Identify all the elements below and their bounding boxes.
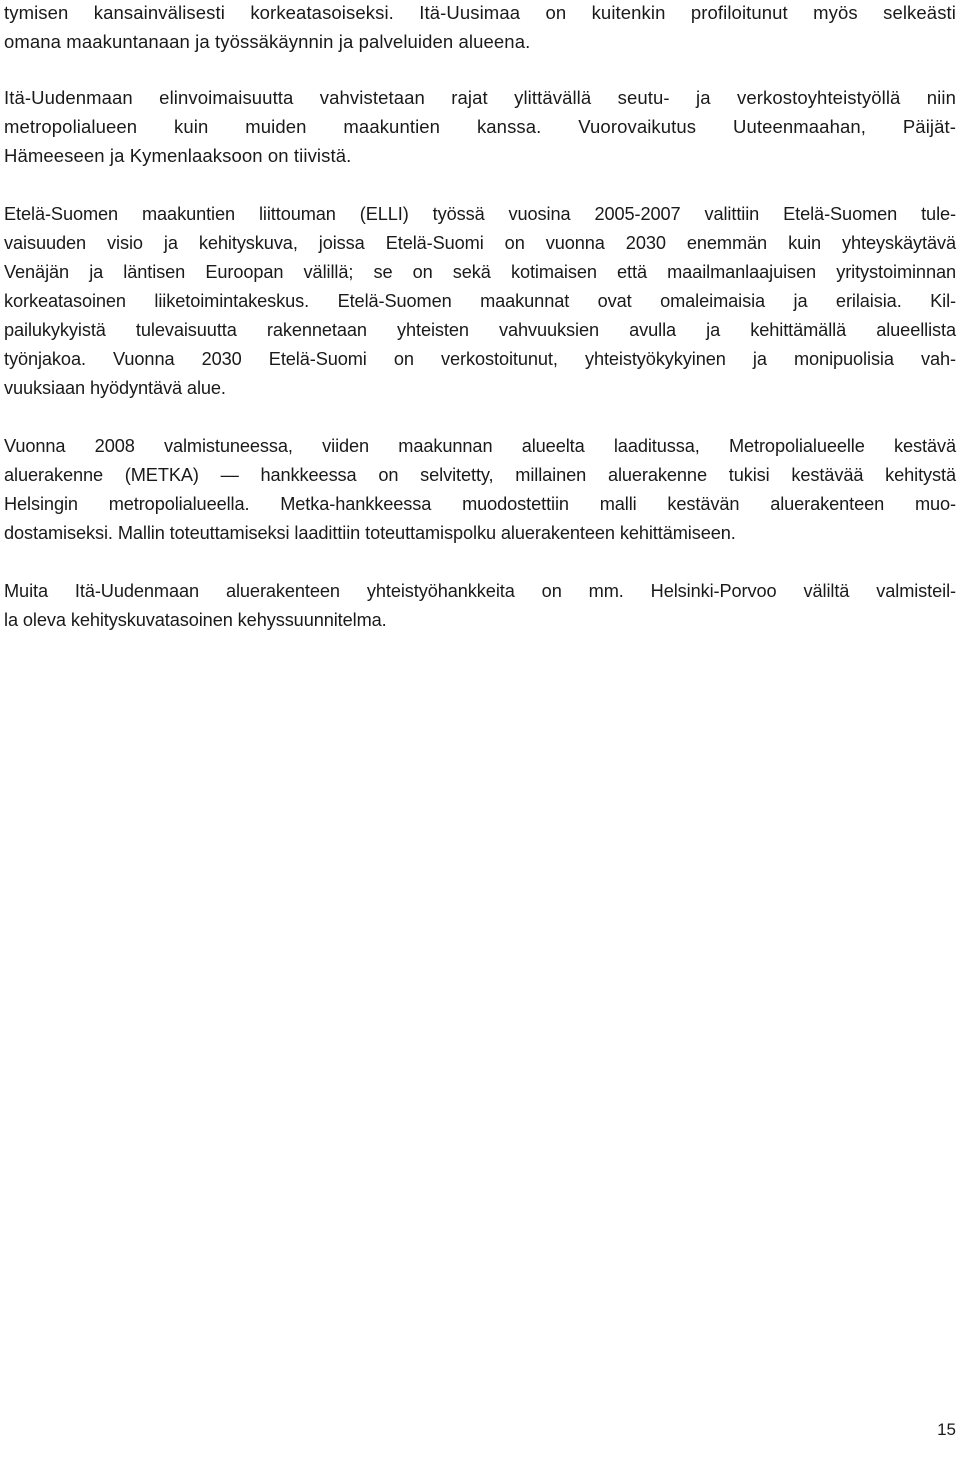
text-line: metropolialueen kuin muiden maakuntien kanssa. Vuorovaikutus Uuteenmaahan, Päijät-: [4, 116, 956, 137]
text-line: Itä-Uudenmaan elinvoimaisuutta vahvistetaan rajat ylittävällä seutu- ja verkostoyhteistyöllä niin: [4, 87, 956, 108]
text-line: työnjakoa. Vuonna 2030 Etelä-Suomi on verkostoitunut, yhteistyökykyinen ja monipuolisia vah-: [4, 349, 956, 369]
text-line: vuuksiaan hyödyntävä alue.: [4, 378, 226, 398]
text-line: korkeatasoinen liiketoimintakeskus. Etelä-Suomen maakunnat ovat omaleimaisia ja erilaisia. Kil-: [4, 291, 956, 311]
text-line: dostamiseksi. Mallin toteuttamiseksi laadittiin toteuttamispolku aluerakenteen kehittämiseen.: [4, 523, 736, 543]
paragraph-5: [4, 577, 956, 635]
text-line: Venäjän ja läntisen Euroopan välillä; se on sekä kotimaisen että maailmanlaajuisen yritystoiminnan: [4, 262, 956, 282]
text-line: Muita Itä-Uudenmaan aluerakenteen yhteistyöhankkeita on mm. Helsinki-Porvoo väliltä valmisteil-: [4, 581, 956, 601]
text-line: aluerakenne (METKA) — hankkeessa on selvitetty, millainen aluerakenne tukisi kestävää kehitystä: [4, 465, 956, 485]
page-number: 15: [937, 1420, 956, 1439]
paragraph-2: [4, 83, 956, 170]
text-line: la oleva kehityskuvatasoinen kehyssuunnitelma.: [4, 610, 387, 630]
text-line: Etelä-Suomen maakuntien liittouman (ELLI) työssä vuosina 2005-2007 valittiin Etelä-Suomen tule-: [4, 204, 956, 224]
paragraph-3: [4, 200, 956, 403]
text-line: Hämeeseen ja Kymenlaaksoon on tiivistä.: [4, 145, 352, 166]
text-line: vaisuuden visio ja kehityskuva, joissa Etelä-Suomi on vuonna 2030 enemmän kuin yhteyskäytävä: [4, 233, 956, 253]
text-line: pailukykyistä tulevaisuutta rakennetaan yhteisten vahvuuksien avulla ja kehittämällä alueellista: [4, 320, 956, 340]
text-line: Helsingin metropolialueella. Metka-hankkeessa muodostettiin malli kestävän aluerakenteen muo-: [4, 494, 956, 514]
paragraph-1: [4, 0, 956, 56]
text-line: tymisen kansainvälisesti korkeatasoiseksi. Itä-Uusimaa on kuitenkin profiloitunut myös selkeästi: [4, 2, 956, 23]
paragraph-4: [4, 432, 956, 548]
text-line: omana maakuntanaan ja työssäkäynnin ja palveluiden alueena.: [4, 31, 531, 52]
text-line: Vuonna 2008 valmistuneessa, viiden maakunnan alueelta laaditussa, Metropolialueelle kestävä: [4, 436, 956, 456]
